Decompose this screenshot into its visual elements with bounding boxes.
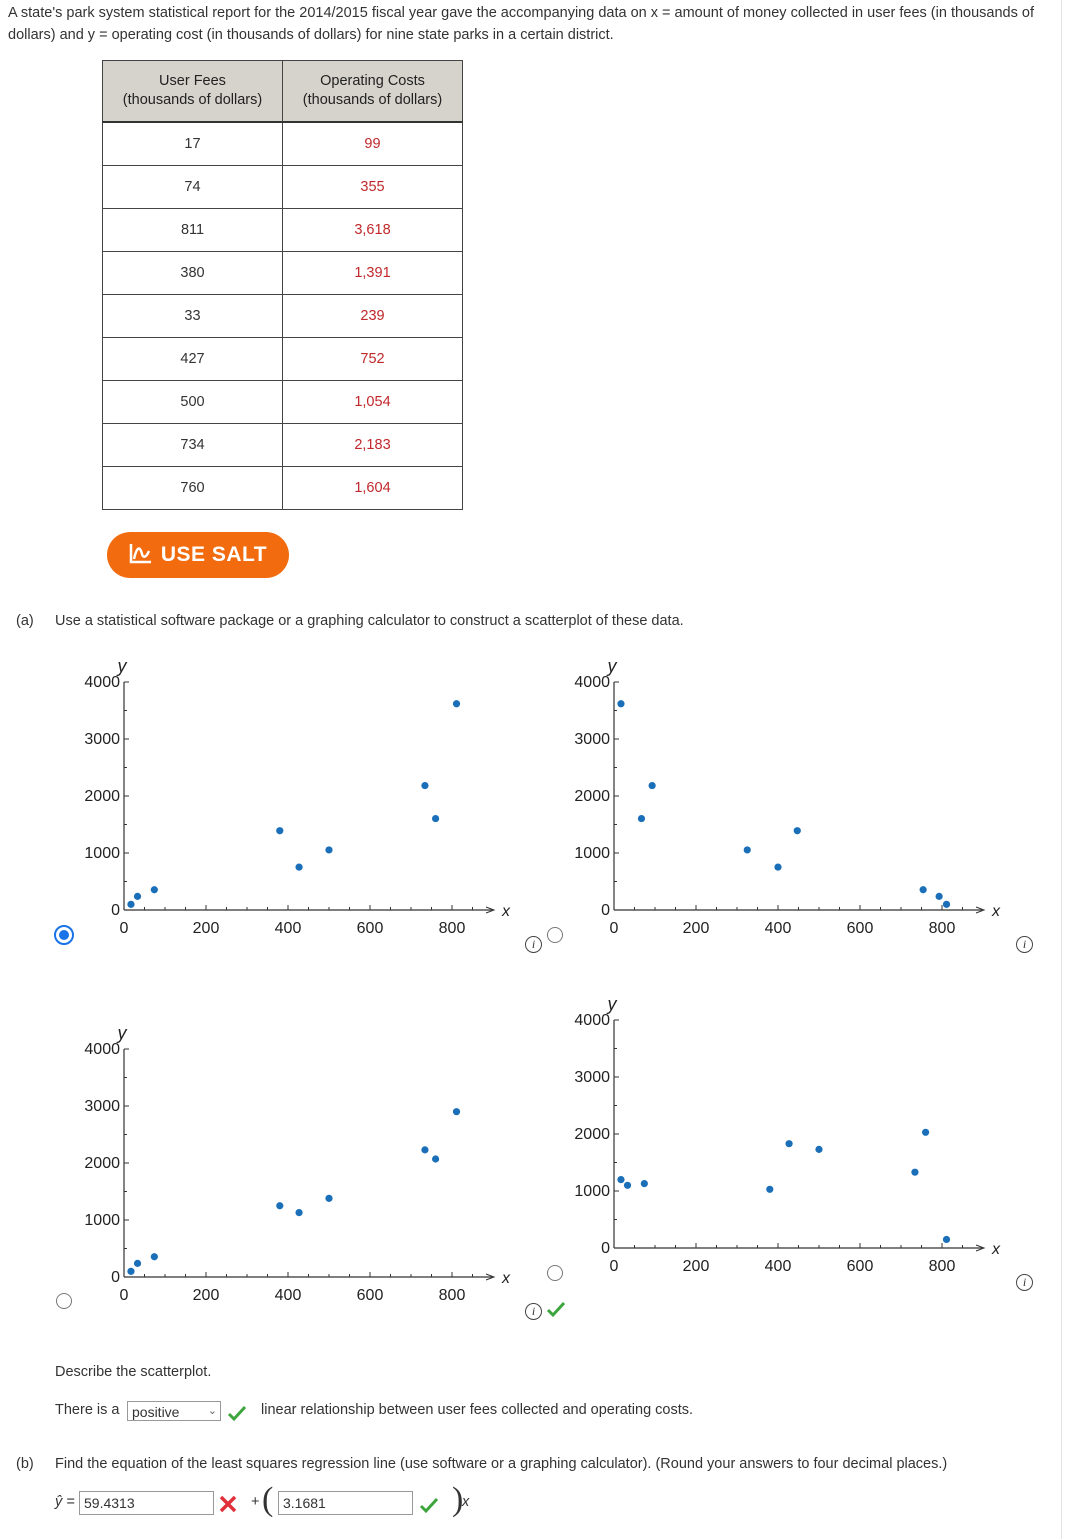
- data-point: [432, 815, 439, 822]
- y-tick-label: 3000: [574, 731, 610, 748]
- scatterplot-option-2: [560, 650, 1020, 950]
- y-tick-label: 1000: [84, 845, 120, 862]
- table-row: [103, 252, 463, 295]
- y-axis-label: y: [117, 656, 127, 676]
- cell-user-fee: 811: [103, 209, 283, 252]
- y-tick-label: 1000: [574, 1183, 610, 1200]
- slope-input[interactable]: 3.1681: [278, 1491, 413, 1515]
- table-row: [103, 295, 463, 338]
- y-tick-label: 1000: [84, 1212, 120, 1229]
- data-point: [325, 1195, 332, 1202]
- y-tick-label: 0: [111, 902, 120, 919]
- cell-operating-cost: 1,604: [283, 467, 463, 510]
- part-b-label: (b): [16, 1456, 34, 1472]
- x-tick-label: 800: [438, 1287, 466, 1304]
- x-axis-label: x: [502, 903, 510, 920]
- salt-chart-icon: [129, 542, 153, 564]
- cell-operating-cost: 99: [283, 122, 463, 166]
- y-tick-label: 1000: [574, 845, 610, 862]
- header-user-fees: User Fees (thousands of dollars): [103, 61, 283, 123]
- data-point: [617, 1176, 624, 1183]
- info-icon[interactable]: i: [1016, 1274, 1033, 1291]
- x-tick-label: 800: [438, 920, 466, 937]
- use-salt-button[interactable]: USE SALT: [107, 532, 289, 578]
- table-row: [103, 166, 463, 209]
- x-tick-label: 200: [682, 920, 710, 937]
- radio-option-2[interactable]: [547, 927, 563, 943]
- x-variable: x: [462, 1494, 470, 1510]
- y-tick-label: 4000: [574, 674, 610, 691]
- y-tick-label: 3000: [84, 731, 120, 748]
- sentence-after: linear relationship between user fees collected and operating costs.: [261, 1402, 694, 1418]
- cell-operating-cost: 239: [283, 295, 463, 338]
- y-tick-label: 2000: [84, 1155, 120, 1172]
- data-point: [920, 886, 927, 893]
- right-divider: [1061, 0, 1062, 1539]
- y-tick-label: 0: [111, 1269, 120, 1286]
- y-tick-label: 4000: [84, 1041, 120, 1058]
- data-point: [325, 846, 332, 853]
- cell-user-fee: 74: [103, 166, 283, 209]
- part-b-prompt: Find the equation of the least squares regression line (use software or a graphing calculator). (Round your answers to four decimal places.): [55, 1456, 948, 1472]
- scatterplot-option-3: [70, 1017, 530, 1317]
- open-paren: (: [262, 1481, 274, 1518]
- data-point: [276, 1202, 283, 1209]
- check-icon: [226, 1404, 248, 1422]
- data-point: [744, 846, 751, 853]
- cell-user-fee: 760: [103, 467, 283, 510]
- relationship-select[interactable]: [127, 1401, 221, 1421]
- x-tick-label: 400: [274, 1287, 302, 1304]
- header-operating-costs: Operating Costs (thousands of dollars): [283, 61, 463, 123]
- relationship-select-value: positive: [132, 1404, 180, 1420]
- cell-user-fee: 427: [103, 338, 283, 381]
- data-point: [134, 893, 141, 900]
- cell-operating-cost: 1,054: [283, 381, 463, 424]
- info-icon[interactable]: i: [525, 1303, 542, 1320]
- y-tick-label: 2000: [574, 788, 610, 805]
- y-axis-label: y: [117, 1023, 127, 1043]
- y-tick-label: 4000: [84, 674, 120, 691]
- cell-user-fee: 17: [103, 122, 283, 166]
- yhat-label: ŷ =: [55, 1494, 75, 1510]
- cell-operating-cost: 752: [283, 338, 463, 381]
- x-tick-label: 600: [846, 920, 874, 937]
- x-tick-label: 600: [356, 920, 384, 937]
- table-row: [103, 467, 463, 510]
- y-tick-label: 2000: [84, 788, 120, 805]
- x-tick-label: 400: [764, 1258, 792, 1275]
- x-tick-label: 400: [764, 920, 792, 937]
- data-point: [911, 1169, 918, 1176]
- data-point: [943, 901, 950, 908]
- radio-option-3[interactable]: [56, 1293, 72, 1309]
- close-paren: ): [452, 1481, 464, 1518]
- intro-text: A state's park system statistical report for the 2014/2015 fiscal year gave the accompanying data on x = amount of money collected in user fees (in thousands of dollars) and y = operating cost (in thousands of dollars) for nine state parks in a certain district.: [8, 5, 1034, 43]
- radio-option-4[interactable]: [547, 1265, 563, 1281]
- data-point: [617, 700, 624, 707]
- chevron-down-icon: ⌄: [207, 1405, 217, 1417]
- data-point: [295, 864, 302, 871]
- x-tick-label: 0: [609, 920, 619, 937]
- table-row: [103, 338, 463, 381]
- x-tick-label: 400: [274, 920, 302, 937]
- data-point: [785, 1140, 792, 1147]
- scatterplot-option-4: [560, 988, 1020, 1288]
- sentence-before: There is a: [55, 1402, 120, 1418]
- data-point: [624, 1182, 631, 1189]
- part-a-prompt: Use a statistical software package or a graphing calculator to construct a scatterplot of these data.: [55, 613, 684, 629]
- cell-operating-cost: 2,183: [283, 424, 463, 467]
- intercept-input[interactable]: 59.4313: [79, 1491, 214, 1515]
- data-point: [134, 1260, 141, 1267]
- data-point: [641, 1180, 648, 1187]
- x-tick-label: 200: [192, 920, 220, 937]
- cell-user-fee: 33: [103, 295, 283, 338]
- check-icon: [418, 1496, 440, 1514]
- data-point: [453, 700, 460, 707]
- data-point: [453, 1108, 460, 1115]
- data-point: [815, 1146, 822, 1153]
- data-point: [432, 1155, 439, 1162]
- data-point: [151, 1253, 158, 1260]
- y-axis-label: y: [607, 994, 617, 1014]
- cell-user-fee: 380: [103, 252, 283, 295]
- data-point: [127, 901, 134, 908]
- x-axis-label: x: [502, 1270, 510, 1287]
- x-tick-label: 200: [192, 1287, 220, 1304]
- data-point: [922, 1129, 929, 1136]
- y-tick-label: 4000: [574, 1012, 610, 1029]
- y-tick-label: 2000: [574, 1126, 610, 1143]
- table-row: [103, 424, 463, 467]
- x-tick-label: 600: [356, 1287, 384, 1304]
- x-tick-label: 600: [846, 1258, 874, 1275]
- x-axis-label: x: [992, 903, 1000, 920]
- x-tick-label: 800: [928, 920, 956, 937]
- data-point: [936, 893, 943, 900]
- table-row: [103, 381, 463, 424]
- part-a-label: (a): [16, 613, 34, 629]
- plus-sign: +: [251, 1494, 260, 1510]
- data-point: [794, 827, 801, 834]
- data-point: [151, 886, 158, 893]
- x-tick-label: 200: [682, 1258, 710, 1275]
- data-point: [766, 1186, 773, 1193]
- info-icon[interactable]: i: [525, 936, 542, 953]
- x-axis-label: x: [992, 1241, 1000, 1258]
- x-tick-label: 0: [119, 920, 129, 937]
- info-icon[interactable]: i: [1016, 936, 1033, 953]
- x-tick-label: 800: [928, 1258, 956, 1275]
- y-axis-label: y: [607, 656, 617, 676]
- y-tick-label: 3000: [84, 1098, 120, 1115]
- scatterplot-option-1: [70, 650, 530, 950]
- table-row: [103, 122, 463, 166]
- data-table: [102, 60, 463, 510]
- data-point: [276, 827, 283, 834]
- cell-user-fee: 500: [103, 381, 283, 424]
- cross-icon: [218, 1494, 238, 1514]
- radio-option-1[interactable]: [54, 925, 74, 945]
- data-point: [421, 1146, 428, 1153]
- y-tick-label: 0: [601, 902, 610, 919]
- describe-prompt: Describe the scatterplot.: [55, 1364, 212, 1380]
- table-row: [103, 209, 463, 252]
- x-tick-label: 0: [119, 1287, 129, 1304]
- data-point: [649, 782, 656, 789]
- data-point: [127, 1268, 134, 1275]
- data-point: [295, 1209, 302, 1216]
- check-icon: [545, 1300, 567, 1318]
- cell-operating-cost: 3,618: [283, 209, 463, 252]
- cell-user-fee: 734: [103, 424, 283, 467]
- data-point: [774, 864, 781, 871]
- data-point: [943, 1236, 950, 1243]
- data-point: [421, 782, 428, 789]
- y-tick-label: 3000: [574, 1069, 610, 1086]
- cell-operating-cost: 1,391: [283, 252, 463, 295]
- y-tick-label: 0: [601, 1240, 610, 1257]
- x-tick-label: 0: [609, 1258, 619, 1275]
- data-point: [638, 815, 645, 822]
- cell-operating-cost: 355: [283, 166, 463, 209]
